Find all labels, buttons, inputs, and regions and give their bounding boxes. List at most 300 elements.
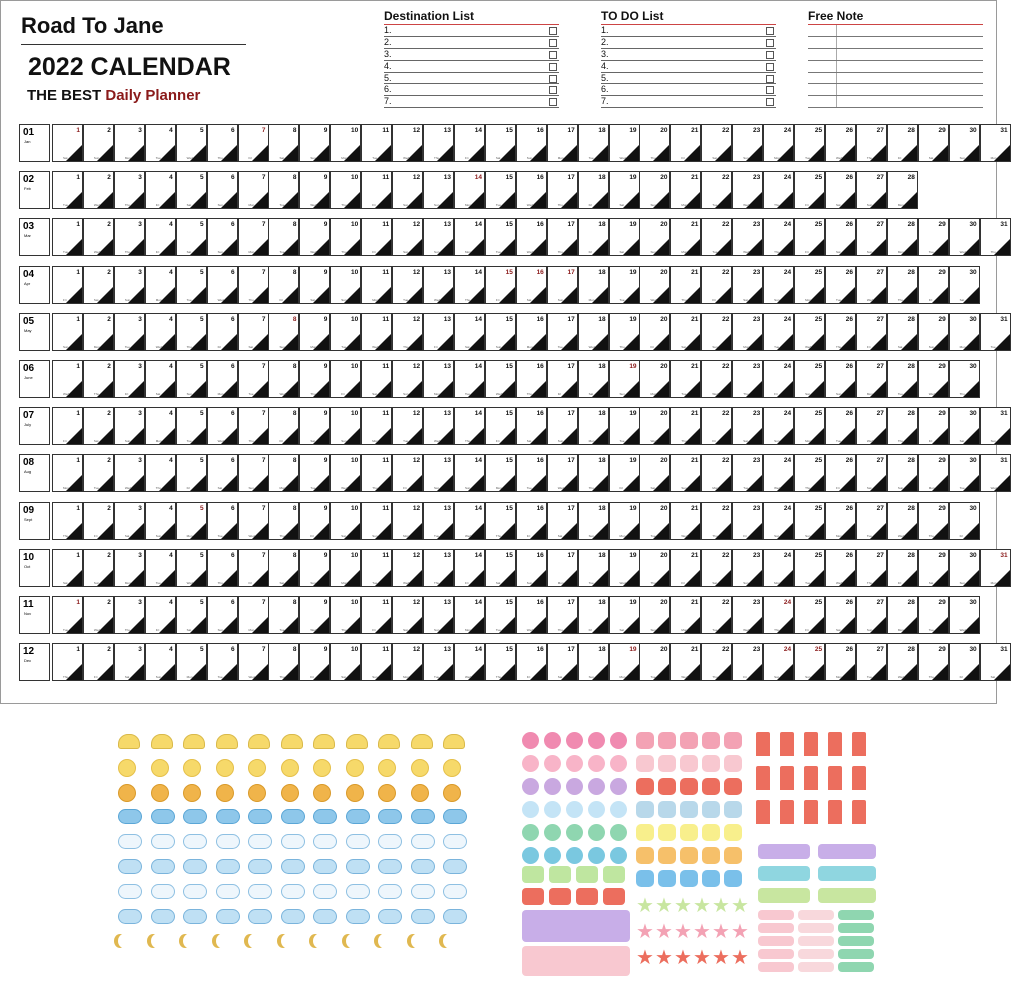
day-cell[interactable] bbox=[794, 360, 825, 398]
day-cell[interactable] bbox=[856, 266, 887, 304]
day-cell[interactable] bbox=[485, 266, 516, 304]
day-cell[interactable] bbox=[114, 171, 145, 209]
day-cell[interactable] bbox=[825, 549, 856, 587]
day-cell[interactable] bbox=[330, 124, 361, 162]
day-cell[interactable] bbox=[949, 360, 980, 398]
day-cell[interactable] bbox=[980, 643, 1011, 681]
day-cell[interactable] bbox=[670, 596, 701, 634]
list-checkbox[interactable] bbox=[766, 51, 774, 59]
day-cell[interactable] bbox=[268, 596, 299, 634]
day-cell[interactable] bbox=[794, 549, 825, 587]
day-cell[interactable] bbox=[609, 454, 640, 492]
day-cell[interactable] bbox=[423, 218, 454, 256]
day-cell[interactable] bbox=[516, 313, 547, 351]
day-cell[interactable] bbox=[732, 549, 763, 587]
day-cell[interactable] bbox=[145, 124, 176, 162]
day-cell[interactable] bbox=[547, 502, 578, 540]
day-cell[interactable] bbox=[268, 171, 299, 209]
day-cell[interactable] bbox=[794, 502, 825, 540]
day-cell[interactable] bbox=[980, 407, 1011, 445]
day-cell[interactable] bbox=[516, 454, 547, 492]
day-cell[interactable] bbox=[794, 218, 825, 256]
day-cell[interactable] bbox=[114, 313, 145, 351]
list-checkbox[interactable] bbox=[766, 75, 774, 83]
day-cell[interactable] bbox=[176, 313, 207, 351]
day-cell[interactable] bbox=[268, 124, 299, 162]
day-cell[interactable] bbox=[52, 218, 83, 256]
day-cell[interactable] bbox=[299, 218, 330, 256]
day-cell[interactable] bbox=[516, 218, 547, 256]
day-cell[interactable] bbox=[207, 596, 238, 634]
day-cell[interactable] bbox=[454, 313, 485, 351]
day-cell[interactable] bbox=[547, 171, 578, 209]
day-cell[interactable] bbox=[701, 313, 732, 351]
note-row[interactable] bbox=[808, 37, 983, 49]
day-cell[interactable] bbox=[578, 407, 609, 445]
day-cell[interactable] bbox=[516, 407, 547, 445]
day-cell[interactable] bbox=[949, 454, 980, 492]
day-cell[interactable] bbox=[268, 454, 299, 492]
day-cell[interactable] bbox=[887, 549, 918, 587]
day-cell[interactable] bbox=[887, 171, 918, 209]
day-cell[interactable] bbox=[145, 218, 176, 256]
day-cell[interactable] bbox=[547, 549, 578, 587]
day-cell[interactable] bbox=[299, 502, 330, 540]
list-checkbox[interactable] bbox=[549, 51, 557, 59]
day-cell[interactable] bbox=[392, 171, 423, 209]
day-cell[interactable] bbox=[299, 596, 330, 634]
day-cell[interactable] bbox=[361, 454, 392, 492]
day-cell[interactable] bbox=[609, 549, 640, 587]
day-cell[interactable] bbox=[980, 218, 1011, 256]
day-cell[interactable] bbox=[732, 124, 763, 162]
day-cell[interactable] bbox=[825, 124, 856, 162]
day-cell[interactable] bbox=[732, 502, 763, 540]
day-cell[interactable] bbox=[423, 549, 454, 587]
day-cell[interactable] bbox=[949, 643, 980, 681]
note-row[interactable] bbox=[808, 61, 983, 73]
day-cell[interactable] bbox=[299, 643, 330, 681]
day-cell[interactable] bbox=[176, 171, 207, 209]
day-cell[interactable] bbox=[918, 549, 949, 587]
day-cell[interactable] bbox=[825, 218, 856, 256]
day-cell[interactable] bbox=[52, 407, 83, 445]
day-cell[interactable] bbox=[238, 596, 269, 634]
day-cell[interactable] bbox=[330, 313, 361, 351]
day-cell[interactable] bbox=[207, 549, 238, 587]
day-cell[interactable] bbox=[578, 502, 609, 540]
day-cell[interactable] bbox=[52, 360, 83, 398]
day-cell[interactable] bbox=[330, 218, 361, 256]
day-cell[interactable] bbox=[949, 313, 980, 351]
day-cell[interactable] bbox=[980, 549, 1011, 587]
day-cell[interactable] bbox=[639, 313, 670, 351]
day-cell[interactable] bbox=[485, 313, 516, 351]
day-cell[interactable] bbox=[763, 549, 794, 587]
day-cell[interactable] bbox=[856, 124, 887, 162]
day-cell[interactable] bbox=[268, 218, 299, 256]
day-cell[interactable] bbox=[516, 360, 547, 398]
day-cell[interactable] bbox=[423, 266, 454, 304]
day-cell[interactable] bbox=[83, 407, 114, 445]
day-cell[interactable] bbox=[454, 218, 485, 256]
day-cell[interactable] bbox=[670, 549, 701, 587]
day-cell[interactable] bbox=[145, 313, 176, 351]
day-cell[interactable] bbox=[361, 643, 392, 681]
day-cell[interactable] bbox=[516, 502, 547, 540]
day-cell[interactable] bbox=[83, 313, 114, 351]
day-cell[interactable] bbox=[392, 313, 423, 351]
day-cell[interactable] bbox=[887, 407, 918, 445]
day-cell[interactable] bbox=[547, 266, 578, 304]
day-cell[interactable] bbox=[701, 360, 732, 398]
day-cell[interactable] bbox=[794, 171, 825, 209]
list-checkbox[interactable] bbox=[549, 63, 557, 71]
day-cell[interactable] bbox=[578, 454, 609, 492]
day-cell[interactable] bbox=[949, 266, 980, 304]
day-cell[interactable] bbox=[268, 549, 299, 587]
day-cell[interactable] bbox=[949, 596, 980, 634]
day-cell[interactable] bbox=[639, 596, 670, 634]
day-cell[interactable] bbox=[887, 643, 918, 681]
day-cell[interactable] bbox=[547, 407, 578, 445]
day-cell[interactable] bbox=[330, 643, 361, 681]
day-cell[interactable] bbox=[454, 124, 485, 162]
day-cell[interactable] bbox=[392, 454, 423, 492]
day-cell[interactable] bbox=[732, 266, 763, 304]
day-cell[interactable] bbox=[578, 313, 609, 351]
day-cell[interactable] bbox=[980, 454, 1011, 492]
day-cell[interactable] bbox=[145, 454, 176, 492]
day-cell[interactable] bbox=[856, 218, 887, 256]
day-cell[interactable] bbox=[52, 171, 83, 209]
day-cell[interactable] bbox=[330, 502, 361, 540]
day-cell[interactable] bbox=[485, 643, 516, 681]
day-cell[interactable] bbox=[207, 407, 238, 445]
day-cell[interactable] bbox=[52, 266, 83, 304]
day-cell[interactable] bbox=[392, 407, 423, 445]
day-cell[interactable] bbox=[83, 171, 114, 209]
day-cell[interactable] bbox=[145, 171, 176, 209]
day-cell[interactable] bbox=[361, 171, 392, 209]
day-cell[interactable] bbox=[176, 407, 207, 445]
day-cell[interactable] bbox=[114, 218, 145, 256]
day-cell[interactable] bbox=[794, 407, 825, 445]
day-cell[interactable] bbox=[268, 502, 299, 540]
day-cell[interactable] bbox=[732, 454, 763, 492]
day-cell[interactable] bbox=[639, 502, 670, 540]
day-cell[interactable] bbox=[794, 454, 825, 492]
day-cell[interactable] bbox=[578, 549, 609, 587]
day-cell[interactable] bbox=[485, 360, 516, 398]
day-cell[interactable] bbox=[238, 407, 269, 445]
day-cell[interactable] bbox=[949, 218, 980, 256]
day-cell[interactable] bbox=[423, 502, 454, 540]
day-cell[interactable] bbox=[856, 407, 887, 445]
note-row[interactable] bbox=[808, 49, 983, 61]
day-cell[interactable] bbox=[918, 313, 949, 351]
day-cell[interactable] bbox=[670, 171, 701, 209]
day-cell[interactable] bbox=[887, 454, 918, 492]
day-cell[interactable] bbox=[52, 643, 83, 681]
day-cell[interactable] bbox=[609, 596, 640, 634]
day-cell[interactable] bbox=[794, 266, 825, 304]
day-cell[interactable] bbox=[670, 218, 701, 256]
day-cell[interactable] bbox=[83, 643, 114, 681]
day-cell[interactable] bbox=[763, 502, 794, 540]
day-cell[interactable] bbox=[454, 266, 485, 304]
day-cell[interactable] bbox=[454, 171, 485, 209]
day-cell[interactable] bbox=[330, 171, 361, 209]
day-cell[interactable] bbox=[238, 124, 269, 162]
day-cell[interactable] bbox=[207, 171, 238, 209]
day-cell[interactable] bbox=[83, 454, 114, 492]
day-cell[interactable] bbox=[485, 596, 516, 634]
day-cell[interactable] bbox=[825, 313, 856, 351]
day-cell[interactable] bbox=[887, 596, 918, 634]
day-cell[interactable] bbox=[83, 596, 114, 634]
day-cell[interactable] bbox=[701, 124, 732, 162]
day-cell[interactable] bbox=[732, 643, 763, 681]
day-cell[interactable] bbox=[238, 502, 269, 540]
day-cell[interactable] bbox=[485, 124, 516, 162]
day-cell[interactable] bbox=[701, 596, 732, 634]
list-checkbox[interactable] bbox=[549, 27, 557, 35]
day-cell[interactable] bbox=[918, 596, 949, 634]
day-cell[interactable] bbox=[856, 596, 887, 634]
day-cell[interactable] bbox=[52, 549, 83, 587]
list-checkbox[interactable] bbox=[549, 39, 557, 47]
day-cell[interactable] bbox=[52, 124, 83, 162]
day-cell[interactable] bbox=[114, 407, 145, 445]
day-cell[interactable] bbox=[670, 502, 701, 540]
day-cell[interactable] bbox=[299, 313, 330, 351]
day-cell[interactable] bbox=[732, 360, 763, 398]
day-cell[interactable] bbox=[670, 407, 701, 445]
day-cell[interactable] bbox=[856, 549, 887, 587]
day-cell[interactable] bbox=[145, 266, 176, 304]
day-cell[interactable] bbox=[114, 454, 145, 492]
day-cell[interactable] bbox=[423, 124, 454, 162]
day-cell[interactable] bbox=[578, 360, 609, 398]
day-cell[interactable] bbox=[207, 643, 238, 681]
day-cell[interactable] bbox=[578, 218, 609, 256]
day-cell[interactable] bbox=[609, 124, 640, 162]
list-checkbox[interactable] bbox=[549, 98, 557, 106]
day-cell[interactable] bbox=[639, 171, 670, 209]
day-cell[interactable] bbox=[701, 502, 732, 540]
day-cell[interactable] bbox=[207, 124, 238, 162]
day-cell[interactable] bbox=[856, 171, 887, 209]
day-cell[interactable] bbox=[547, 360, 578, 398]
day-cell[interactable] bbox=[176, 502, 207, 540]
day-cell[interactable] bbox=[485, 171, 516, 209]
day-cell[interactable] bbox=[825, 643, 856, 681]
day-cell[interactable] bbox=[763, 407, 794, 445]
day-cell[interactable] bbox=[485, 407, 516, 445]
day-cell[interactable] bbox=[763, 266, 794, 304]
list-checkbox[interactable] bbox=[766, 86, 774, 94]
day-cell[interactable] bbox=[330, 596, 361, 634]
day-cell[interactable] bbox=[918, 454, 949, 492]
day-cell[interactable] bbox=[485, 218, 516, 256]
day-cell[interactable] bbox=[268, 360, 299, 398]
day-cell[interactable] bbox=[547, 313, 578, 351]
day-cell[interactable] bbox=[145, 360, 176, 398]
day-cell[interactable] bbox=[856, 454, 887, 492]
day-cell[interactable] bbox=[330, 266, 361, 304]
list-checkbox[interactable] bbox=[766, 98, 774, 106]
day-cell[interactable] bbox=[176, 360, 207, 398]
day-cell[interactable] bbox=[825, 266, 856, 304]
day-cell[interactable] bbox=[825, 407, 856, 445]
day-cell[interactable] bbox=[856, 643, 887, 681]
day-cell[interactable] bbox=[701, 454, 732, 492]
day-cell[interactable] bbox=[268, 266, 299, 304]
day-cell[interactable] bbox=[392, 596, 423, 634]
day-cell[interactable] bbox=[207, 454, 238, 492]
day-cell[interactable] bbox=[392, 502, 423, 540]
day-cell[interactable] bbox=[825, 360, 856, 398]
day-cell[interactable] bbox=[949, 502, 980, 540]
day-cell[interactable] bbox=[454, 407, 485, 445]
day-cell[interactable] bbox=[825, 454, 856, 492]
day-cell[interactable] bbox=[701, 218, 732, 256]
day-cell[interactable] bbox=[732, 596, 763, 634]
day-cell[interactable] bbox=[639, 266, 670, 304]
day-cell[interactable] bbox=[794, 313, 825, 351]
day-cell[interactable] bbox=[856, 502, 887, 540]
day-cell[interactable] bbox=[732, 407, 763, 445]
day-cell[interactable] bbox=[423, 360, 454, 398]
day-cell[interactable] bbox=[825, 596, 856, 634]
day-cell[interactable] bbox=[670, 266, 701, 304]
day-cell[interactable] bbox=[423, 171, 454, 209]
day-cell[interactable] bbox=[114, 549, 145, 587]
day-cell[interactable] bbox=[887, 266, 918, 304]
list-checkbox[interactable] bbox=[549, 75, 557, 83]
day-cell[interactable] bbox=[794, 124, 825, 162]
day-cell[interactable] bbox=[887, 218, 918, 256]
day-cell[interactable] bbox=[145, 549, 176, 587]
note-row[interactable] bbox=[808, 96, 983, 108]
day-cell[interactable] bbox=[701, 407, 732, 445]
day-cell[interactable] bbox=[330, 454, 361, 492]
day-cell[interactable] bbox=[732, 313, 763, 351]
day-cell[interactable] bbox=[145, 643, 176, 681]
day-cell[interactable] bbox=[670, 313, 701, 351]
day-cell[interactable] bbox=[52, 502, 83, 540]
day-cell[interactable] bbox=[454, 596, 485, 634]
day-cell[interactable] bbox=[454, 454, 485, 492]
day-cell[interactable] bbox=[83, 218, 114, 256]
day-cell[interactable] bbox=[361, 266, 392, 304]
day-cell[interactable] bbox=[670, 454, 701, 492]
day-cell[interactable] bbox=[207, 502, 238, 540]
day-cell[interactable] bbox=[114, 124, 145, 162]
day-cell[interactable] bbox=[732, 171, 763, 209]
day-cell[interactable] bbox=[547, 218, 578, 256]
day-cell[interactable] bbox=[856, 313, 887, 351]
day-cell[interactable] bbox=[670, 360, 701, 398]
list-checkbox[interactable] bbox=[549, 86, 557, 94]
day-cell[interactable] bbox=[114, 596, 145, 634]
day-cell[interactable] bbox=[361, 596, 392, 634]
day-cell[interactable] bbox=[918, 218, 949, 256]
day-cell[interactable] bbox=[763, 596, 794, 634]
day-cell[interactable] bbox=[392, 266, 423, 304]
day-cell[interactable] bbox=[145, 502, 176, 540]
day-cell[interactable] bbox=[299, 407, 330, 445]
day-cell[interactable] bbox=[361, 360, 392, 398]
day-cell[interactable] bbox=[299, 171, 330, 209]
day-cell[interactable] bbox=[207, 218, 238, 256]
day-cell[interactable] bbox=[392, 549, 423, 587]
day-cell[interactable] bbox=[701, 266, 732, 304]
day-cell[interactable] bbox=[176, 643, 207, 681]
day-cell[interactable] bbox=[516, 124, 547, 162]
day-cell[interactable] bbox=[299, 266, 330, 304]
day-cell[interactable] bbox=[949, 124, 980, 162]
day-cell[interactable] bbox=[423, 454, 454, 492]
day-cell[interactable] bbox=[299, 124, 330, 162]
day-cell[interactable] bbox=[887, 124, 918, 162]
note-row[interactable] bbox=[808, 73, 983, 85]
day-cell[interactable] bbox=[887, 313, 918, 351]
day-cell[interactable] bbox=[578, 124, 609, 162]
day-cell[interactable] bbox=[763, 454, 794, 492]
day-cell[interactable] bbox=[763, 218, 794, 256]
day-cell[interactable] bbox=[701, 549, 732, 587]
day-cell[interactable] bbox=[361, 407, 392, 445]
day-cell[interactable] bbox=[238, 266, 269, 304]
day-cell[interactable] bbox=[83, 266, 114, 304]
day-cell[interactable] bbox=[547, 454, 578, 492]
day-cell[interactable] bbox=[268, 313, 299, 351]
day-cell[interactable] bbox=[392, 643, 423, 681]
day-cell[interactable] bbox=[670, 643, 701, 681]
day-cell[interactable] bbox=[639, 643, 670, 681]
day-cell[interactable] bbox=[454, 643, 485, 681]
day-cell[interactable] bbox=[207, 313, 238, 351]
day-cell[interactable] bbox=[392, 124, 423, 162]
day-cell[interactable] bbox=[918, 502, 949, 540]
day-cell[interactable] bbox=[485, 454, 516, 492]
day-cell[interactable] bbox=[52, 596, 83, 634]
note-row[interactable] bbox=[808, 84, 983, 96]
day-cell[interactable] bbox=[238, 313, 269, 351]
day-cell[interactable] bbox=[547, 124, 578, 162]
day-cell[interactable] bbox=[238, 549, 269, 587]
day-cell[interactable] bbox=[701, 171, 732, 209]
day-cell[interactable] bbox=[330, 407, 361, 445]
day-cell[interactable] bbox=[670, 124, 701, 162]
day-cell[interactable] bbox=[361, 502, 392, 540]
list-checkbox[interactable] bbox=[766, 63, 774, 71]
day-cell[interactable] bbox=[423, 407, 454, 445]
day-cell[interactable] bbox=[176, 124, 207, 162]
day-cell[interactable] bbox=[609, 407, 640, 445]
day-cell[interactable] bbox=[949, 407, 980, 445]
day-cell[interactable] bbox=[547, 596, 578, 634]
day-cell[interactable] bbox=[825, 502, 856, 540]
day-cell[interactable] bbox=[516, 266, 547, 304]
day-cell[interactable] bbox=[639, 407, 670, 445]
day-cell[interactable] bbox=[732, 218, 763, 256]
day-cell[interactable] bbox=[361, 218, 392, 256]
day-cell[interactable] bbox=[268, 643, 299, 681]
day-cell[interactable] bbox=[980, 313, 1011, 351]
